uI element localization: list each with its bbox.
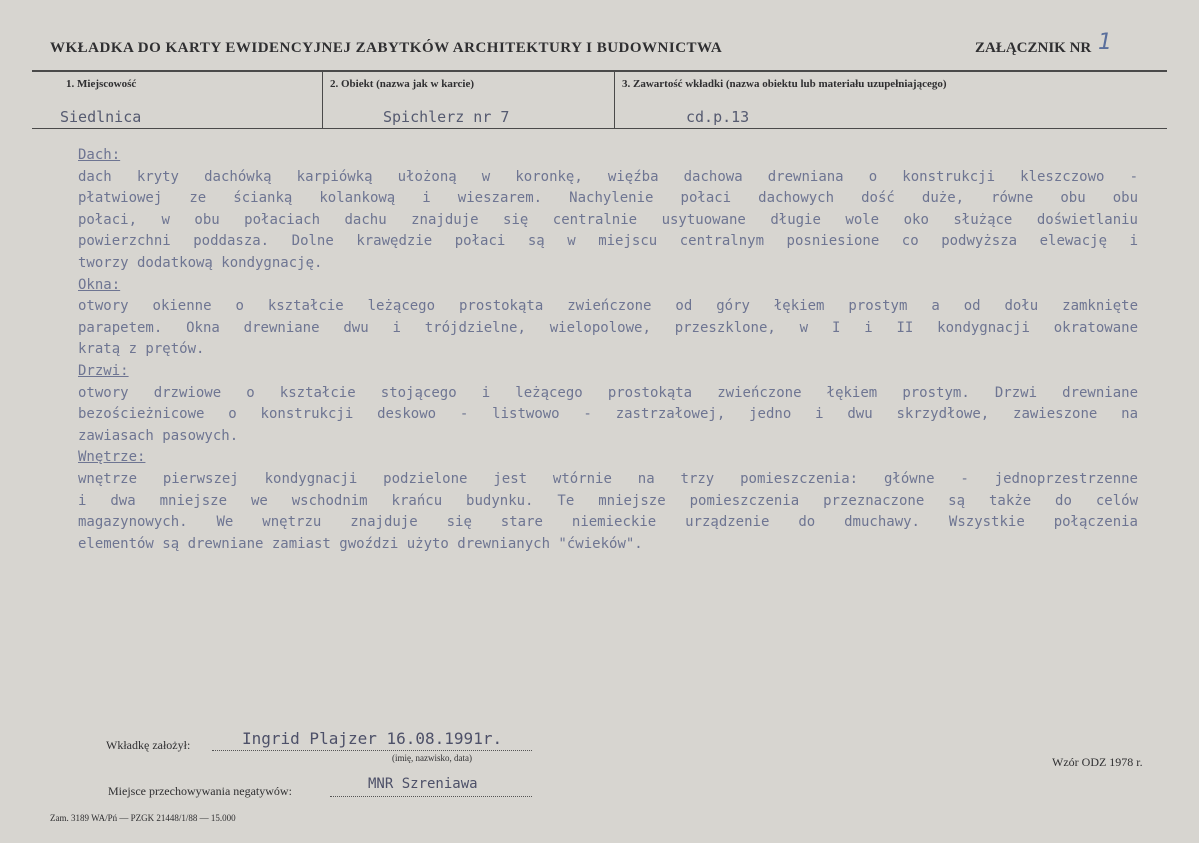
section-heading-windows: Okna: xyxy=(78,276,121,293)
print-info: Zam. 3189 WA/Pń — PZGK 21448/1/88 — 15.000 xyxy=(50,813,236,823)
signature-dotted-line xyxy=(212,750,532,751)
signature-hint: (imię, nazwisko, data) xyxy=(392,753,472,763)
roof-line: połaci, w obu połaciach dachu znajduje się centralnie usytuowane długie wole oko służące doświetlaniu xyxy=(78,211,1138,228)
windows-line: parapetem. Okna drewniane dwu i trójdzielne, wielopolowe, przeszklone, w I i II kondygnacji okratowane xyxy=(78,319,1138,336)
roof-line: dach kryty dachówką karpiówką ułożoną w koronkę, więźba dachowa drewniana o konstrukcji kleszczowo - xyxy=(78,168,1138,185)
annex-label: ZAŁĄCZNIK NR xyxy=(975,40,1092,56)
contents-label: 3. Zawartość wkładki (nazwa obiektu lub materiału uzupełniającego) xyxy=(622,78,947,90)
description-body xyxy=(78,145,1138,555)
interior-line: i dwa mniejsze we wschodnim krańcu budynku. Te mniejsze pomieszczenia przeznaczone są także do celów xyxy=(78,492,1138,509)
locality-label: 1. Miejscowość xyxy=(66,78,137,90)
windows-line: kratą z prętów. xyxy=(78,341,205,358)
doors-line: zawiasach pasowych. xyxy=(78,427,239,444)
contents-value: cd.p.13 xyxy=(686,108,750,126)
object-value: Spichlerz nr 7 xyxy=(383,108,510,126)
roof-line: powierzchni poddasza. Dolne krawędzie połaci są w miejscu centralnym posniesione co podwyższa elewację i xyxy=(78,233,1138,250)
column-divider-2 xyxy=(614,72,615,128)
section-heading-doors: Drzwi: xyxy=(78,362,129,379)
form-title: WKŁADKA DO KARTY EWIDENCYJNEJ ZABYTKÓW ARCHITEKTURY I BUDOWNICTWA xyxy=(50,40,723,56)
windows-line: otwory okienne o kształcie leżącego prostokąta zwieńczone od góry łękiem prostym a od dołu zamknięte xyxy=(78,298,1138,315)
roof-line: tworzy dodatkową kondygnację. xyxy=(78,254,323,271)
header-rule-bottom xyxy=(32,128,1167,129)
storage-value: MNR Szreniawa xyxy=(368,776,478,792)
object-label: 2. Obiekt (nazwa jak w karcie) xyxy=(330,78,475,90)
storage-dotted-line xyxy=(330,796,532,797)
header-rule-top xyxy=(32,70,1167,72)
doors-line: bezościeżnicowe o konstrukcji deskowo - listwowo - zastrzałowej, jedno i dwu skrzydłowe, zawieszone na xyxy=(78,406,1138,423)
section-heading-roof: Dach: xyxy=(78,147,121,163)
form-version: Wzór ODZ 1978 r. xyxy=(1052,755,1143,769)
storage-label: Miejsce przechowywania negatywów: xyxy=(108,784,292,798)
interior-line: magazynowych. We wnętrzu znajduje się stare niemieckie urządzenie do dmuchawy. Wszystkie połączenia xyxy=(78,514,1138,531)
doors-line: otwory drzwiowe o kształcie stojącego i leżącego prostokąta zwieńczone łękiem prostym. Drzwi drewniane xyxy=(78,384,1138,401)
section-heading-interior: Wnętrze: xyxy=(78,449,146,466)
interior-line: elementów są drewniane zamiast gwoździ użyto drewnianych "ćwieków". xyxy=(78,535,643,552)
locality-value: Siedlnica xyxy=(60,108,142,126)
signature-value: Ingrid Plajzer 16.08.1991r. xyxy=(242,729,503,748)
roof-line: płatwiowej ze ścianką kolankową i wieszarem. Nachylenie połaci dachowych dość duże, równe obu obu xyxy=(78,190,1138,207)
annex-number: 1 xyxy=(1098,30,1112,55)
signature-label: Wkładkę założył: xyxy=(106,738,191,752)
interior-line: wnętrze pierwszej kondygnacji podzielone jest wtórnie na trzy pomieszczenia: główne - jednoprzestrzenne xyxy=(78,470,1138,487)
column-divider-1 xyxy=(322,72,323,128)
